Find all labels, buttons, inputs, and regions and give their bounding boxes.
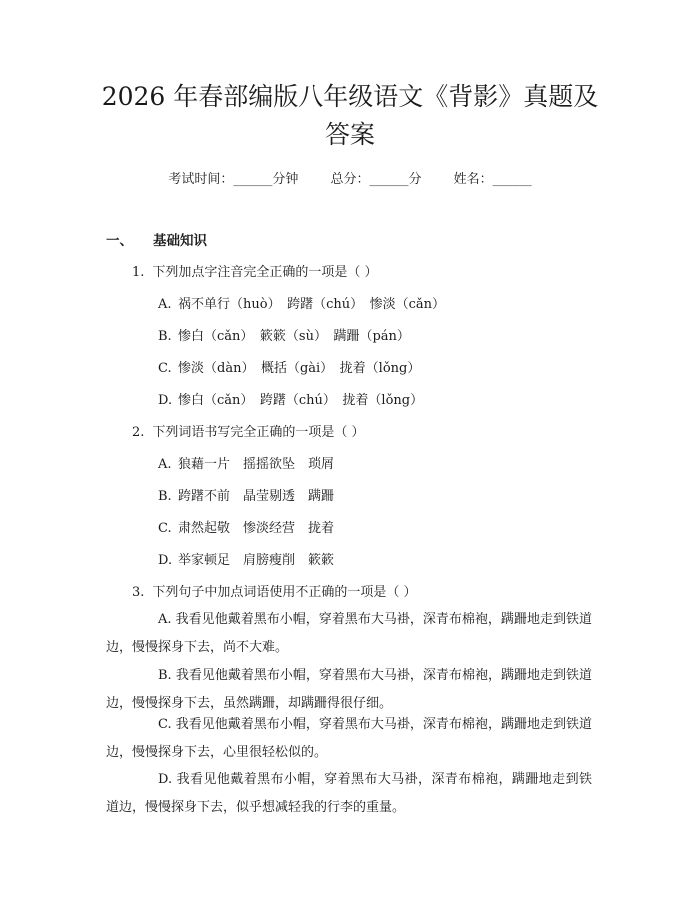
q1-option-b xyxy=(158,325,410,344)
q2-option-c xyxy=(158,517,334,536)
option-text: 肃然起敬 惨淡经营 拢着 xyxy=(178,521,335,536)
option-text: 惨白（cǎn） 跨躇（chú） 拢着（lǒng） xyxy=(178,393,424,408)
option-label: B. xyxy=(158,329,172,344)
question-number: 3. xyxy=(132,585,145,600)
exam-meta xyxy=(0,168,700,187)
exam-name: 姓名：______ xyxy=(453,172,532,187)
question-3 xyxy=(132,581,417,600)
option-text: 举家顿足 肩膀瘦削 簌簌 xyxy=(178,553,335,568)
q3-option-c: C. 我看见他戴着黑布小帽，穿着黑布大马褂，深青布棉袍，蹒跚地走到铁道边，慢慢探身下去，心里很轻松似的。 xyxy=(106,717,592,760)
q1-option-d xyxy=(158,389,423,408)
q2-option-d xyxy=(158,549,334,568)
q3-option-d: D. 我看见他戴着黑布小帽，穿着黑布大马褂，深青布棉袍，蹒跚地走到铁道边，慢慢探身下去，似乎想减轻我的行李的重量。 xyxy=(106,772,592,815)
question-number: 1. xyxy=(132,265,145,280)
q2-option-b xyxy=(158,485,334,504)
option-label: C. xyxy=(158,521,172,536)
question-text: 下列句子中加点词语使用不正确的一项是（ ） xyxy=(152,585,417,600)
option-label: C. xyxy=(158,361,172,376)
option-label: D. xyxy=(158,393,173,408)
section-number: 一、 xyxy=(106,233,133,249)
option-text: 祸不单行（huò） 跨躇（chú） 惨淡（cǎn） xyxy=(178,297,446,312)
option-label: B. xyxy=(158,489,172,504)
option-label: A. xyxy=(158,297,172,312)
exam-time: 考试时间：______分钟 xyxy=(168,172,299,187)
option-text: 惨白（cǎn） 簌簌（sù） 蹒跚（pán） xyxy=(178,329,410,344)
question-text: 下列词语书写完全正确的一项是（ ） xyxy=(152,425,365,440)
q1-option-c xyxy=(158,357,420,376)
exam-score: 总分：______分 xyxy=(330,172,422,187)
question-1 xyxy=(132,261,378,280)
question-text: 下列加点字注音完全正确的一项是（ ） xyxy=(152,265,378,280)
q2-option-a xyxy=(158,453,334,472)
section-title: 基础知识 xyxy=(153,233,207,249)
option-text: 惨淡（dàn） 概括（gài） 拢着（lǒng） xyxy=(178,361,421,376)
question-number: 2. xyxy=(132,425,145,440)
option-text: 狼藉一片 摇摇欲坠 琐屑 xyxy=(178,457,335,472)
question-2 xyxy=(132,421,365,440)
option-label: A. xyxy=(158,457,172,472)
section-heading xyxy=(106,229,207,249)
document-title: 2026 年春部编版八年级语文《背影》真题及答案 xyxy=(101,82,599,149)
q3-option-a: A. 我看见他戴着黑布小帽，穿着黑布大马褂，深青布棉袍，蹒跚地走到铁道边，慢慢探身下去，尚不大难。 xyxy=(106,612,592,655)
option-text: 跨躇不前 晶莹剔透 蹒跚 xyxy=(178,489,335,504)
option-label: D. xyxy=(158,553,173,568)
q1-option-a xyxy=(158,293,445,312)
q3-option-b: B. 我看见他戴着黑布小帽，穿着黑布大马褂，深青布棉袍，蹒跚地走到铁道边，慢慢探身下去，虽然蹒跚，却蹒跚得很仔细。 xyxy=(106,668,592,711)
